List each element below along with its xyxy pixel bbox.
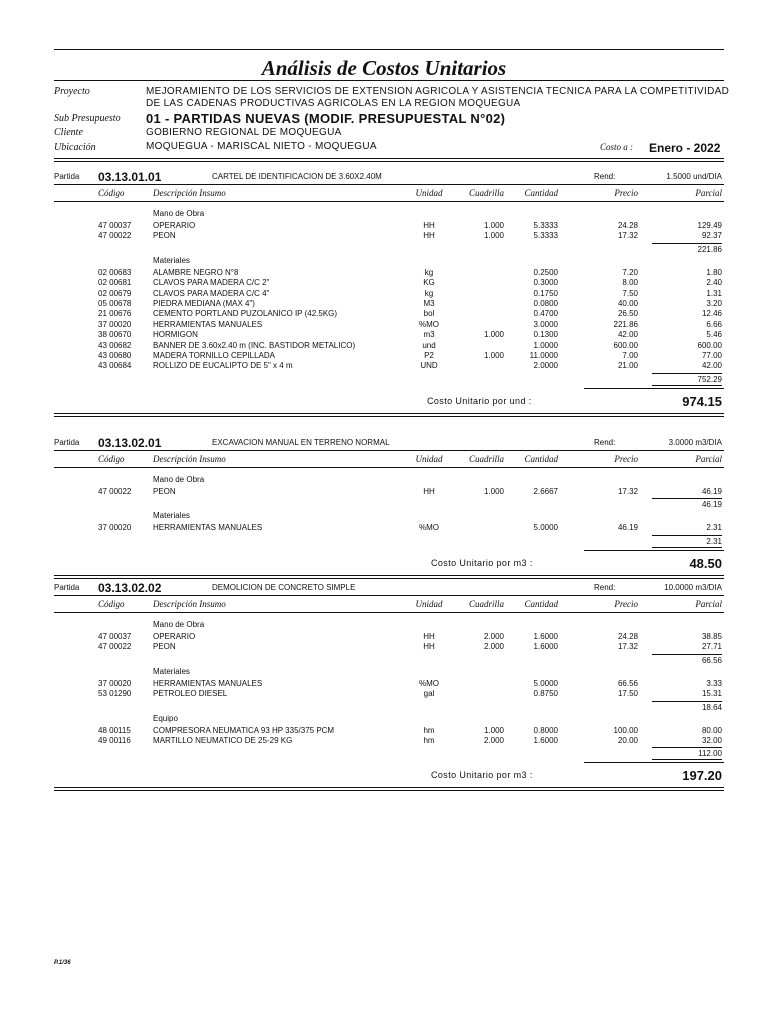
column-header-codigo: Código <box>98 599 125 609</box>
group-subtotal: 112.00 <box>698 749 722 759</box>
insumo-code: 47 00037 <box>98 221 132 230</box>
column-header-codigo: Código <box>98 454 125 464</box>
partida-description: EXCAVACION MANUAL EN TERRENO NORMAL <box>212 438 390 447</box>
column-header-precio: Precio <box>614 188 638 198</box>
cliente-value: GOBIERNO REGIONAL DE MOQUEGUA <box>146 127 342 138</box>
subtotal-rule <box>652 243 722 244</box>
insumo-cantidad: 3.0000 <box>533 319 558 329</box>
insumo-description: COMPRESORA NEUMATICA 93 HP 335/375 PCM <box>153 725 335 735</box>
column-header-cuadrilla: Cuadrilla <box>468 188 504 198</box>
insumo-parcial: 38.85 <box>701 632 722 641</box>
insumo-description: BANNER DE 3.60x2.40 m (INC. BASTIDOR METALICO) <box>153 340 356 350</box>
group-subtotal: 752.29 <box>697 374 722 384</box>
insumo-precio: 7.00 <box>622 351 638 360</box>
table-row <box>0 231 768 243</box>
insumo-precio: 46.19 <box>617 523 638 533</box>
insumo-code: 02 00679 <box>98 288 132 298</box>
costo-unitario-label: Costo Unitario por m3 : <box>431 770 533 781</box>
insumo-cantidad: 1.6000 <box>533 642 558 652</box>
insumo-parcial: 600.00 <box>697 340 722 350</box>
group-label: Mano de Obra <box>153 620 205 629</box>
insumo-cuadrilla: 2.000 <box>483 642 504 652</box>
insumo-cantidad: 1.0000 <box>533 340 558 350</box>
insumo-code: 43 00682 <box>98 340 132 350</box>
title-rule <box>54 80 724 81</box>
insumo-precio: 17.32 <box>617 642 638 652</box>
header-rule-1 <box>54 158 724 159</box>
insumo-cantidad: 0.3000 <box>533 278 558 288</box>
insumo-precio: 21.00 <box>617 361 638 371</box>
insumo-description: HERRAMIENTAS MANUALES <box>153 523 263 533</box>
group-subtotal: 66.56 <box>701 655 722 665</box>
insumo-description: ALAMBRE NEGRO N°8 <box>153 267 239 277</box>
insumo-description: PIEDRA MEDIANA (MAX 4") <box>153 299 255 308</box>
insumo-unit: UND <box>420 361 438 371</box>
partida-end-rule-2 <box>54 790 724 791</box>
insumo-precio: 600.00 <box>613 340 638 350</box>
insumo-description: HERRAMIENTAS MANUALES <box>153 319 263 329</box>
insumo-code: 49 00116 <box>98 736 131 745</box>
partida-end-rule-1 <box>54 575 724 576</box>
insumo-unit: kg <box>424 288 434 298</box>
insumo-cantidad: 2.6667 <box>533 487 558 496</box>
insumo-code: 47 00037 <box>98 632 132 641</box>
insumo-cantidad: 2.0000 <box>533 361 558 371</box>
column-header-cantidad: Cantidad <box>524 188 558 198</box>
insumo-description: PEON <box>153 487 176 496</box>
subpresupuesto-label: Sub Presupuesto <box>54 113 121 124</box>
rend-label: Rend: <box>594 172 616 181</box>
partida-description: CARTEL DE IDENTIFICACION DE 3.60X2.40M <box>212 172 382 181</box>
subtotal-rule <box>652 701 722 702</box>
column-header-cuadrilla: Cuadrilla <box>468 454 504 464</box>
ubicacion-label: Ubicación <box>54 142 96 153</box>
column-header-precio: Precio <box>614 599 638 609</box>
document-title: Análisis de Costos Unitarios <box>261 56 507 80</box>
insumo-cantidad: 5.0000 <box>533 523 558 533</box>
insumo-parcial: 6.66 <box>706 319 722 329</box>
insumo-cuadrilla: 1.000 <box>483 725 504 735</box>
insumo-parcial: 3.33 <box>706 678 722 688</box>
insumo-cantidad: 0.8000 <box>533 725 558 735</box>
insumo-parcial: 2.31 <box>706 523 722 533</box>
insumo-description: HERRAMIENTAS MANUALES <box>153 678 263 688</box>
costo-fecha: Enero - 2022 <box>649 141 721 155</box>
subtotal-rule <box>652 373 722 374</box>
partida-rule <box>54 184 724 185</box>
table-row <box>0 361 768 373</box>
insumo-precio: 7.20 <box>622 267 638 277</box>
insumo-description: HORMIGON <box>153 330 198 340</box>
insumo-cantidad: 0.4700 <box>533 309 558 319</box>
insumo-unit: gal <box>423 689 435 699</box>
rend-value: 10.0000 m3/DIA <box>664 583 722 592</box>
insumo-description: OPERARIO <box>153 221 196 230</box>
column-header-cantidad: Cantidad <box>524 454 558 464</box>
column-header-unidad: Unidad <box>415 188 443 198</box>
column-header-codigo: Código <box>98 188 125 198</box>
insumo-description: CLAVOS PARA MADERA C/C 2" <box>153 278 270 288</box>
table-row <box>0 487 768 499</box>
partida-label: Partida <box>54 583 80 592</box>
subtotal-rule <box>652 547 722 548</box>
insumo-unit: HH <box>423 487 435 496</box>
top-rule <box>54 49 724 50</box>
column-header-precio: Precio <box>614 454 638 464</box>
costo-unitario-value: 48.50 <box>689 555 722 571</box>
group-subtotal: 18.64 <box>701 702 722 712</box>
insumo-unit: KG <box>423 278 435 288</box>
insumo-cantidad: 1.6000 <box>533 736 558 745</box>
insumo-code: 37 00020 <box>98 523 132 533</box>
insumo-description: PEON <box>153 642 176 652</box>
group-label: Mano de Obra <box>153 209 205 218</box>
insumo-precio: 8.00 <box>622 278 638 288</box>
insumo-parcial: 27.71 <box>701 642 722 652</box>
subtotal-rule <box>652 535 722 536</box>
insumo-parcial: 46.19 <box>701 487 722 496</box>
table-row <box>0 642 768 654</box>
column-header-parcial: Parcial <box>695 599 722 609</box>
insumo-precio: 24.28 <box>617 221 638 230</box>
insumo-cantidad: 5.3333 <box>533 221 558 230</box>
insumo-cuadrilla: 1.000 <box>483 351 504 360</box>
costo-unitario-value: 197.20 <box>682 768 722 784</box>
column-header-unidad: Unidad <box>415 454 443 464</box>
partida-rule <box>54 450 724 451</box>
costo-unitario-label: Costo Unitario por und : <box>427 395 532 406</box>
insumo-code: 37 00020 <box>98 319 132 329</box>
proyecto-label: Proyecto <box>54 86 90 97</box>
insumo-description: CLAVOS PARA MADERA C/C 4" <box>153 288 270 298</box>
rend-value: 1.5000 und/DIA <box>666 172 722 181</box>
insumo-precio: 26.50 <box>617 309 638 319</box>
column-header-descripcion: Descripción Insumo <box>153 599 226 609</box>
header-rule-2 <box>54 161 724 162</box>
partida-end-rule-1 <box>54 787 724 788</box>
insumo-description: PETROLEO DIESEL <box>153 689 228 699</box>
insumo-parcial: 15.31 <box>701 689 722 699</box>
insumo-description: CEMENTO PORTLAND PUZOLANICO IP (42.5KG) <box>153 309 338 319</box>
proyecto-line-1: MEJORAMIENTO DE LOS SERVICIOS DE EXTENSION AGRICOLA Y ASISTENCIA TECNICA PARA LA COMPETITIVIDAD <box>146 86 730 97</box>
insumo-unit: M3 <box>423 299 435 308</box>
rend-label: Rend: <box>594 438 616 447</box>
rend-value: 3.0000 m3/DIA <box>668 438 722 447</box>
partida-rule <box>54 595 724 596</box>
column-header-parcial: Parcial <box>695 454 722 464</box>
column-header-cantidad: Cantidad <box>524 599 558 609</box>
insumo-cantidad: 0.2500 <box>533 267 558 277</box>
insumo-code: 21 00676 <box>98 309 132 319</box>
insumo-cantidad: 0.8750 <box>533 689 558 699</box>
insumo-parcial: 5.46 <box>706 330 722 340</box>
page-number: P.1/36 <box>54 960 71 966</box>
insumo-code: 48 00115 <box>98 725 131 735</box>
insumo-parcial: 3.20 <box>706 299 722 308</box>
insumo-code: 47 00022 <box>98 642 132 652</box>
table-row <box>0 736 768 748</box>
insumo-code: 47 00022 <box>98 487 132 496</box>
insumo-code: 02 00683 <box>98 267 132 277</box>
insumo-cuadrilla: 1.000 <box>483 487 504 496</box>
insumo-code: 43 00680 <box>98 351 132 360</box>
insumo-code: 37 00020 <box>98 678 132 688</box>
rend-label: Rend: <box>594 583 616 592</box>
insumo-description: MADERA TORNILLO CEPILLADA <box>153 351 275 360</box>
proyecto-line-2: DE LAS CADENAS PRODUCTIVAS AGRICOLAS EN LA REGION MOQUEGUA <box>146 98 521 109</box>
insumo-cantidad: 1.6000 <box>533 632 558 641</box>
insumo-unit: %MO <box>419 319 439 329</box>
insumo-cantidad: 0.1300 <box>533 330 558 340</box>
group-label: Equipo <box>153 713 178 723</box>
insumo-code: 02 00681 <box>98 278 132 288</box>
subtotal-rule <box>652 654 722 655</box>
insumo-cantidad: 0.1750 <box>533 288 558 298</box>
partida-code: 03.13.02.02 <box>98 581 162 595</box>
insumo-code: 38 00670 <box>98 330 132 340</box>
insumo-unit: hm <box>423 725 435 735</box>
insumo-parcial: 129.49 <box>697 221 722 230</box>
insumo-description: PEON <box>153 231 176 241</box>
insumo-cantidad: 11.0000 <box>529 351 558 360</box>
costo-unitario-value: 974.15 <box>682 393 722 409</box>
group-label: Mano de Obra <box>153 475 205 484</box>
subtotal-rule <box>652 747 722 748</box>
insumo-parcial: 42.00 <box>701 361 722 371</box>
insumo-cuadrilla: 1.000 <box>483 221 504 230</box>
partida-label: Partida <box>54 438 80 447</box>
partida-end-rule-2 <box>54 416 724 417</box>
partida-description: DEMOLICION DE CONCRETO SIMPLE <box>212 583 356 592</box>
insumo-unit: m3 <box>423 330 435 340</box>
insumo-precio: 7.50 <box>622 288 638 298</box>
insumo-parcial: 1.80 <box>706 267 722 277</box>
insumo-cuadrilla: 1.000 <box>483 330 504 340</box>
costo-unitario-rule <box>584 388 724 389</box>
insumo-cuadrilla: 2.000 <box>483 632 504 641</box>
column-header-unidad: Unidad <box>415 599 443 609</box>
insumo-code: 53 01290 <box>98 689 132 699</box>
insumo-parcial: 80.00 <box>701 725 722 735</box>
partida-end-rule-1 <box>54 413 724 414</box>
insumo-description: MARTILLO NEUMATICO DE 25-29 KG <box>153 736 293 745</box>
partida-code: 03.13.02.01 <box>98 436 162 450</box>
insumo-precio: 42.00 <box>617 330 638 340</box>
column-header-parcial: Parcial <box>695 188 722 198</box>
insumo-description: OPERARIO <box>153 632 196 641</box>
insumo-precio: 20.00 <box>617 736 638 745</box>
group-subtotal: 221.86 <box>697 244 722 254</box>
insumo-unit: bol <box>423 309 435 319</box>
partida-label: Partida <box>54 172 80 181</box>
costo-unitario-label: Costo Unitario por m3 : <box>431 557 533 568</box>
insumo-description: ROLLIZO DE EUCALIPTO DE 5" x 4 m <box>153 361 293 371</box>
insumo-unit: HH <box>423 231 435 241</box>
insumo-code: 05 00678 <box>98 299 132 308</box>
insumo-cantidad: 5.0000 <box>533 678 558 688</box>
subpresupuesto-value: 01 - PARTIDAS NUEVAS (MODIF. PRESUPUESTAL N°02) <box>146 111 506 126</box>
insumo-precio: 24.28 <box>617 632 638 641</box>
insumo-cuadrilla: 1.000 <box>483 231 504 241</box>
table-row <box>0 523 768 535</box>
subtotal-rule <box>652 385 722 386</box>
group-label: Materiales <box>153 255 190 265</box>
costo-a-label: Costo a : <box>600 142 634 152</box>
insumo-precio: 100.00 <box>613 725 638 735</box>
insumo-precio: 17.50 <box>617 689 638 699</box>
insumo-code: 47 00022 <box>98 231 132 241</box>
insumo-unit: kg <box>424 267 434 277</box>
ubicacion-value: MOQUEGUA - MARISCAL NIETO - MOQUEGUA <box>146 141 377 152</box>
column-header-rule <box>54 612 724 613</box>
insumo-precio: 17.32 <box>617 487 638 496</box>
insumo-precio: 221.86 <box>613 319 638 329</box>
insumo-parcial: 92.37 <box>701 231 722 241</box>
insumo-parcial: 32.00 <box>701 736 722 745</box>
group-subtotal: 46.19 <box>701 500 722 510</box>
insumo-parcial: 77.00 <box>701 351 722 360</box>
insumo-unit: %MO <box>419 523 439 533</box>
column-header-rule <box>54 467 724 468</box>
table-row <box>0 689 768 701</box>
column-header-rule <box>54 201 724 202</box>
costo-unitario-rule <box>584 762 724 763</box>
group-subtotal: 2.31 <box>706 536 722 546</box>
insumo-unit: und <box>422 340 436 350</box>
insumo-cantidad: 5.3333 <box>533 231 558 241</box>
insumo-unit: hm <box>423 736 435 745</box>
insumo-parcial: 1.31 <box>706 288 722 298</box>
column-header-cuadrilla: Cuadrilla <box>468 599 504 609</box>
insumo-precio: 66.56 <box>617 678 638 688</box>
insumo-unit: HH <box>423 221 435 230</box>
insumo-cantidad: 0.0800 <box>533 299 558 308</box>
subtotal-rule <box>652 498 722 499</box>
insumo-unit: %MO <box>419 678 439 688</box>
partida-end-rule-2 <box>54 578 724 579</box>
insumo-parcial: 12.46 <box>701 309 722 319</box>
column-header-descripcion: Descripción Insumo <box>153 188 226 198</box>
subtotal-rule <box>652 759 722 760</box>
insumo-precio: 17.32 <box>617 231 638 241</box>
costo-unitario-rule <box>584 550 724 551</box>
group-label: Materiales <box>153 666 190 676</box>
insumo-unit: HH <box>423 632 435 641</box>
insumo-precio: 40.00 <box>617 299 638 308</box>
partida-code: 03.13.01.01 <box>98 170 162 184</box>
insumo-cuadrilla: 2.000 <box>483 736 504 745</box>
insumo-unit: P2 <box>424 351 434 360</box>
insumo-parcial: 2.40 <box>706 278 722 288</box>
column-header-descripcion: Descripción Insumo <box>153 454 226 464</box>
cliente-label: Cliente <box>54 127 83 138</box>
insumo-code: 43 00684 <box>98 361 132 371</box>
insumo-unit: HH <box>423 642 435 652</box>
group-label: Materiales <box>153 511 190 521</box>
